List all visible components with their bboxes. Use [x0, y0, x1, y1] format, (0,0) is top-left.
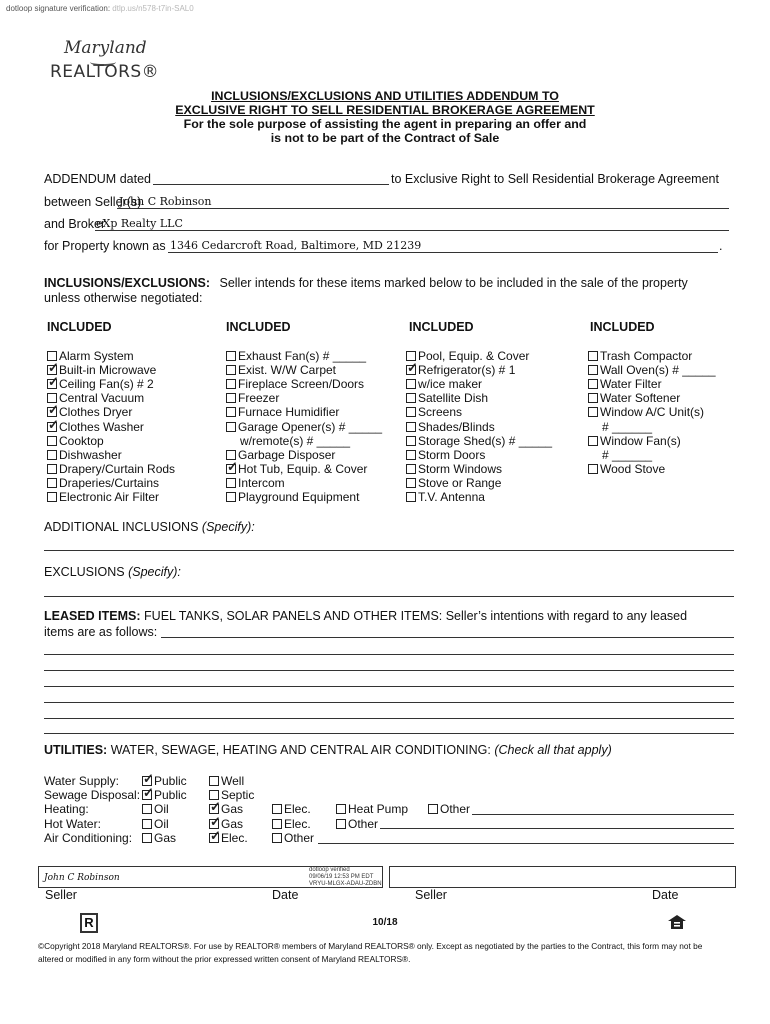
inclusion-label: Furnace Humidifier: [238, 405, 340, 420]
maryland-realtors-logo: [50, 38, 160, 84]
addendum-dated-label: ADDENDUM dated: [44, 172, 151, 186]
inclusion-label: Stove or Range: [418, 475, 502, 490]
inclusion-label: Screens: [418, 405, 463, 420]
agreement-label: to Exclusive Right to Sell Residential Brokerage Agreement: [391, 172, 719, 186]
property-field-line[interactable]: [168, 252, 718, 253]
utility-option-label: Well: [221, 774, 245, 788]
dotloop-verified-stamp: [309, 867, 382, 888]
included-header-4: INCLUDED: [590, 320, 655, 334]
checkbox-storm-windows[interactable]: [406, 464, 416, 474]
inclusion-item-refrigerator-s-1: [406, 363, 515, 377]
checkbox-oil[interactable]: [142, 804, 152, 814]
checkbox-other[interactable]: [336, 819, 346, 829]
inclusion-item-window-fan-s: [588, 434, 681, 448]
utility-option-hot-water-other: [336, 817, 378, 831]
inclusion-item-satellite-dish: [406, 391, 488, 405]
utility-option-heating-heat-pump: [336, 802, 408, 816]
inclusion-label: Built-in Microwave: [59, 363, 157, 378]
utility-label-air-conditioning: Air Conditioning:: [44, 830, 133, 845]
equal-housing-opportunity-icon: [667, 914, 687, 930]
inclusion-item-stove-or-range: [406, 476, 501, 490]
date-label-1: Date: [272, 888, 299, 902]
checkbox-clothes-washer[interactable]: [47, 422, 57, 432]
additional-inclusions-label: [44, 520, 255, 534]
inclusion-label: Storm Doors: [418, 447, 486, 462]
inclusion-label: Alarm System: [59, 349, 134, 363]
checkbox-garage-opener-s[interactable]: [226, 422, 236, 432]
inclusion-label: Water Filter: [600, 377, 662, 392]
inclusion-label: Garage Opener(s) # _____: [238, 419, 383, 434]
utility-option-heating-oil: [142, 802, 169, 816]
utility-label-heating: Heating:: [44, 802, 89, 817]
checkbox-storage-shed-s[interactable]: [406, 436, 416, 446]
inclusion-label: w/remote(s) # _____: [240, 433, 351, 448]
leased-text-2: items are as follows:: [44, 625, 158, 639]
checkbox-gas[interactable]: [142, 833, 152, 843]
checkbox-water-filter[interactable]: [588, 379, 598, 389]
sellers-value[interactable]: John C Robinson: [119, 195, 212, 208]
leased-line-3[interactable]: [44, 670, 734, 671]
checkbox-cooktop[interactable]: [47, 436, 57, 446]
checkbox-ceiling-fan-s-2[interactable]: [47, 379, 57, 389]
copyright-line-1: ©Copyright 2018 Maryland REALTORS®. For use by REALTOR® members of Maryland REALTORS® only. Except as negotiated by the parties to the Contract, this form may not be: [38, 941, 703, 951]
checkbox-intercom[interactable]: [226, 478, 236, 488]
inclusion-label: Garbage Disposer: [238, 447, 336, 462]
inclusion-item-freezer: [226, 391, 279, 405]
checkbox-public[interactable]: [142, 790, 152, 800]
inclusion-item-exist-w-w-carpet: [226, 363, 336, 377]
inclusion-item-wood-stove: [588, 462, 665, 476]
inclusion-label: T.V. Antenna: [418, 490, 485, 504]
inclusion-label: Clothes Dryer: [59, 405, 133, 420]
inclusions-text-1: Seller intends for these items marked below to be included in the sale of the property: [219, 276, 688, 290]
sig-verification-label: dotloop signature verification:: [6, 4, 111, 13]
inclusion-item-storage-shed-s: [406, 434, 552, 448]
inclusion-item-shades-blinds: [406, 420, 495, 434]
hot-water-other-line[interactable]: [380, 828, 734, 829]
inclusion-label: Satellite Dish: [418, 391, 489, 406]
checkbox-hot-tub-equip-cover[interactable]: [226, 464, 236, 474]
ac-other-line[interactable]: [318, 843, 734, 844]
inclusion-item-playground-equipment: [226, 490, 359, 504]
inclusion-item-fireplace-screen-doors: [226, 377, 364, 391]
checkbox-wood-stove[interactable]: [588, 464, 598, 474]
checkbox-other[interactable]: [272, 833, 282, 843]
utility-label-sewage-disposal: Sewage Disposal:: [44, 788, 141, 803]
inclusion-item-built-in-microwave: [47, 363, 156, 377]
utility-option-label: Gas: [221, 802, 244, 817]
sig-verification-id[interactable]: dtlp.us/n578-t7in-SAL0: [112, 4, 194, 13]
inclusion-item-water-filter: [588, 377, 662, 391]
checkbox-elec[interactable]: [209, 833, 219, 843]
inclusion-label: Ceiling Fan(s) # 2: [59, 377, 154, 392]
between-sellers-label: between Seller(s): [44, 195, 142, 209]
dotloop-line-3: VRYU-MLGX-ADAU-ZDBN: [309, 881, 382, 887]
seller-signature-box-2[interactable]: [389, 866, 736, 888]
utility-option-label: Gas: [221, 816, 244, 831]
dotloop-line-2: 09/06/19 12:53 PM EDT: [309, 874, 374, 880]
inclusions-heading: INCLUSIONS/EXCLUSIONS:: [44, 276, 210, 290]
checkbox-well[interactable]: [209, 776, 219, 786]
inclusion-item-dishwasher: [47, 448, 122, 462]
exclusions-specify: (Specify):: [128, 565, 181, 579]
included-header-2: INCLUDED: [226, 320, 291, 334]
utility-option-hot-water-elec: [272, 817, 311, 831]
inclusion-label: Window A/C Unit(s): [600, 405, 705, 420]
date-label-2: Date: [652, 888, 679, 902]
inclusion-item-exhaust-fan-s: [226, 349, 366, 363]
checkbox-elec[interactable]: [272, 819, 282, 829]
property-label: for Property known as: [44, 239, 166, 253]
checkbox-other[interactable]: [428, 804, 438, 814]
utility-option-water-supply-well: [209, 774, 244, 788]
inclusion-label: Freezer: [238, 391, 280, 406]
inclusion-label: Pool, Equip. & Cover: [418, 349, 530, 363]
checkbox-elec[interactable]: [272, 804, 282, 814]
inclusion-item-pool-equip-cover: [406, 349, 529, 363]
checkbox-t-v-antenna[interactable]: [406, 492, 416, 502]
broker-value[interactable]: eXp Realty LLC: [96, 217, 183, 230]
checkbox-window-fan-s[interactable]: [588, 436, 598, 446]
checkbox-water-softener[interactable]: [588, 393, 598, 403]
inclusion-item-draperies-curtains: [47, 476, 159, 490]
broker-label: and Broker: [44, 217, 106, 231]
copyright-line-2: altered or modified in any form without the prior expressed written consent of Maryland REALTORS®.: [38, 954, 411, 964]
inclusion-label: Storage Shed(s) # _____: [418, 433, 553, 448]
checkbox-stove-or-range[interactable]: [406, 478, 416, 488]
included-header-3: INCLUDED: [409, 320, 474, 334]
utility-option-hot-water-oil: [142, 817, 169, 831]
inclusion-item-intercom: [226, 476, 285, 490]
inclusion-item-garbage-disposer: [226, 448, 335, 462]
checkbox-drapery-curtain-rods[interactable]: [47, 464, 57, 474]
logo-word: REALTORS®: [50, 62, 160, 82]
leased-heading: LEASED ITEMS:: [44, 609, 141, 623]
copyright-notice: [38, 940, 738, 966]
seller-label-1: Seller: [45, 888, 77, 902]
seller-signature: John C Robinson: [44, 873, 120, 883]
inclusion-label: Hot Tub, Equip. & Cover: [238, 461, 368, 476]
inclusions-text-2: unless otherwise negotiated:: [44, 291, 203, 305]
checkbox-screens[interactable]: [406, 407, 416, 417]
checkbox-trash-compactor[interactable]: [588, 351, 598, 361]
inclusion-item-window-a-c-unit-s: [588, 405, 704, 419]
inclusion-item-alarm-system: [47, 349, 134, 363]
utility-option-air-conditioning-other: [272, 831, 314, 845]
checkbox-w-ice-maker[interactable]: [406, 379, 416, 389]
inclusion-label: Trash Compactor: [600, 349, 693, 363]
leased-line-4[interactable]: [44, 686, 734, 687]
utility-option-label: Oil: [154, 802, 169, 817]
inclusions-intro: [44, 276, 734, 290]
checkbox-exhaust-fan-s[interactable]: [226, 351, 236, 361]
inclusion-label: Wood Stove: [600, 461, 666, 476]
inclusion-label: Fireplace Screen/Doors: [238, 377, 365, 392]
utility-option-air-conditioning-elec: [209, 831, 248, 845]
checkbox-satellite-dish[interactable]: [406, 393, 416, 403]
utility-option-sewage-disposal-public: [142, 788, 187, 802]
inclusion-label: Intercom: [238, 475, 285, 490]
inclusion-label: Refrigerator(s) # 1: [418, 363, 516, 378]
exclusions-label: EXCLUSIONS: [44, 565, 125, 579]
title-line-4: is not to be part of the Contract of Sale: [270, 131, 500, 145]
utility-option-label: Other: [284, 830, 315, 845]
realtor-r-logo-icon: R: [80, 913, 98, 933]
leased-line-1[interactable]: [161, 637, 734, 638]
checkbox-freezer[interactable]: [226, 393, 236, 403]
leased-text-1: FUEL TANKS, SOLAR PANELS AND OTHER ITEMS: Seller’s intentions with regard to any leased: [144, 609, 688, 623]
utility-option-label: Heat Pump: [348, 802, 409, 817]
additional-inclusions-line[interactable]: [44, 550, 734, 551]
inclusion-item-w-ice-maker: [406, 377, 482, 391]
inclusion-label: Central Vacuum: [59, 391, 145, 406]
inclusion-item-w-remote-s: [226, 434, 350, 448]
utilities-text: WATER, SEWAGE, HEATING AND CENTRAL AIR CONDITIONING:: [110, 743, 491, 757]
inclusion-item-hot-tub-equip-cover: [226, 462, 367, 476]
included-header-1: INCLUDED: [47, 320, 112, 334]
leased-line-7[interactable]: [44, 733, 734, 734]
inclusion-item-electronic-air-filter: [47, 490, 159, 504]
page-number: 10/18: [372, 917, 398, 928]
title-line-1: INCLUSIONS/EXCLUSIONS AND UTILITIES ADDENDUM TO: [211, 89, 559, 103]
inclusion-item-water-softener: [588, 391, 680, 405]
utility-option-label: Other: [440, 802, 471, 817]
utility-option-label: Elec.: [221, 830, 248, 845]
checkbox-exist-w-w-carpet[interactable]: [226, 365, 236, 375]
checkbox-furnace-humidifier[interactable]: [226, 407, 236, 417]
inclusion-item-: [588, 420, 652, 434]
checkbox-oil[interactable]: [142, 819, 152, 829]
utility-label-hot-water: Hot Water:: [44, 816, 101, 831]
inclusion-label: Cooktop: [59, 433, 104, 448]
leased-items: [44, 609, 744, 623]
inclusion-label: Draperies/Curtains: [59, 475, 160, 490]
leased-line-2[interactable]: [44, 654, 734, 655]
dotloop-line-1: dotloop verified: [309, 867, 350, 873]
inclusion-label: Water Softener: [600, 391, 681, 406]
inclusion-item-drapery-curtain-rods: [47, 462, 175, 476]
inclusion-item-garage-opener-s: [226, 420, 382, 434]
inclusion-label: Playground Equipment: [238, 490, 360, 504]
checkbox-fireplace-screen-doors[interactable]: [226, 379, 236, 389]
utility-option-label: Other: [348, 816, 379, 831]
utility-option-air-conditioning-gas: [142, 831, 176, 845]
seller-label-2: Seller: [415, 888, 447, 902]
title-line-3: For the sole purpose of assisting the agent in preparing an offer and: [183, 117, 587, 131]
utility-option-label: Public: [154, 774, 187, 788]
checkbox-wall-oven-s[interactable]: [588, 365, 598, 375]
additional-specify: (Specify):: [201, 520, 255, 534]
inclusion-item-: [588, 448, 652, 462]
inclusion-item-storm-doors: [406, 448, 485, 462]
inclusion-label: Drapery/Curtain Rods: [59, 461, 176, 476]
checkbox-shades-blinds[interactable]: [406, 422, 416, 432]
utility-option-label: Public: [154, 788, 187, 803]
inclusion-label: Exhaust Fan(s) # _____: [238, 349, 367, 363]
inclusion-label: Shades/Blinds: [418, 419, 495, 434]
inclusion-label: w/ice maker: [418, 377, 483, 392]
inclusion-label: Storm Windows: [418, 461, 503, 476]
checkbox-dishwasher[interactable]: [47, 450, 57, 460]
sellers-field-line[interactable]: [117, 208, 729, 209]
inclusion-label: Electronic Air Filter: [59, 490, 160, 504]
inclusion-label: Wall Oven(s) # _____: [600, 363, 716, 378]
utility-option-heating-elec: [272, 802, 311, 816]
utility-option-label: Gas: [154, 830, 177, 845]
document-title: [0, 89, 770, 145]
checkbox-heat-pump[interactable]: [336, 804, 346, 814]
exclusions-line[interactable]: [44, 596, 734, 597]
checkbox-electronic-air-filter[interactable]: [47, 492, 57, 502]
inclusion-item-screens: [406, 405, 462, 419]
inclusion-item-storm-windows: [406, 462, 502, 476]
logo-script: Maryland: [64, 38, 147, 58]
additional-label: ADDITIONAL INCLUSIONS: [44, 520, 199, 534]
utility-option-label: Elec.: [284, 816, 311, 831]
inclusion-item-trash-compactor: [588, 349, 692, 363]
leased-line-5[interactable]: [44, 702, 734, 703]
utility-option-label: Oil: [154, 816, 169, 831]
checkbox-refrigerator-s-1[interactable]: [406, 365, 416, 375]
utility-option-label: Elec.: [284, 802, 311, 817]
inclusion-label: Window Fan(s): [600, 433, 681, 448]
heating-other-line[interactable]: [472, 814, 734, 815]
inclusion-item-ceiling-fan-s-2: [47, 377, 154, 391]
checkbox-window-a-c-unit-s[interactable]: [588, 407, 598, 417]
checkbox-playground-equipment[interactable]: [226, 492, 236, 502]
checkbox-gas[interactable]: [209, 804, 219, 814]
inclusion-item-wall-oven-s: [588, 363, 716, 377]
leased-line-6[interactable]: [44, 718, 734, 719]
property-value[interactable]: 1346 Cedarcroft Road, Baltimore, MD 21239: [170, 239, 422, 252]
utility-option-label: Septic: [221, 788, 255, 803]
exclusions-label-group: [44, 565, 181, 579]
property-period: .: [719, 239, 723, 253]
inclusion-label: Exist. W/W Carpet: [238, 363, 337, 378]
utility-option-heating-other: [428, 802, 470, 816]
utilities-heading: UTILITIES:: [44, 743, 108, 757]
inclusion-item-clothes-dryer: [47, 405, 132, 419]
inclusion-label: Clothes Washer: [59, 419, 144, 434]
title-line-2: EXCLUSIVE RIGHT TO SELL RESIDENTIAL BROKERAGE AGREEMENT: [175, 103, 595, 117]
inclusion-label: # ______: [602, 447, 653, 462]
checkbox-clothes-dryer[interactable]: [47, 407, 57, 417]
checkbox-draperies-curtains[interactable]: [47, 478, 57, 488]
signature-verification: [6, 4, 194, 13]
utility-label-water-supply: Water Supply:: [44, 774, 119, 788]
inclusion-label: Dishwasher: [59, 447, 122, 462]
inclusion-item-cooktop: [47, 434, 104, 448]
utilities-heading-row: [44, 743, 744, 757]
inclusion-item-t-v-antenna: [406, 490, 485, 504]
broker-field-line[interactable]: [95, 230, 729, 231]
inclusion-item-central-vacuum: [47, 391, 144, 405]
inclusion-label: # ______: [602, 419, 653, 434]
utilities-check-all: (Check all that apply): [494, 743, 612, 757]
inclusion-item-furnace-humidifier: [226, 405, 339, 419]
addendum-date-field[interactable]: [153, 184, 389, 185]
inclusion-item-clothes-washer: [47, 420, 144, 434]
checkbox-storm-doors[interactable]: [406, 450, 416, 460]
